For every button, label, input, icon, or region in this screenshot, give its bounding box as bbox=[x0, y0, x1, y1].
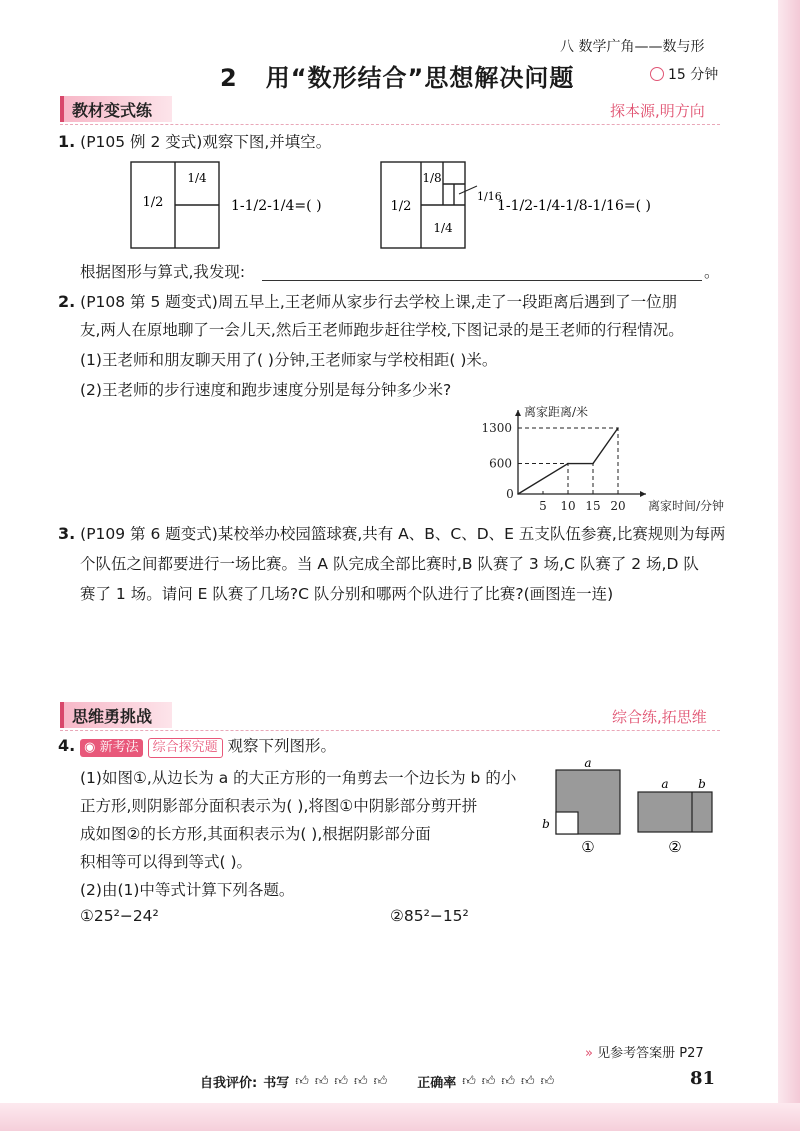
double-chevron-icon: » bbox=[585, 1046, 593, 1061]
y-tick-label: 600 bbox=[489, 456, 512, 471]
q4-p2: (2)由(1)中等式计算下列各题。 bbox=[80, 881, 295, 899]
q3-number: 3. bbox=[58, 524, 76, 543]
q1-expr1: 1-1/2-1/4=( ) bbox=[231, 198, 322, 214]
y-axis-arrow bbox=[515, 410, 521, 416]
y-tick-label: 1300 bbox=[481, 421, 512, 435]
fig2-label-sixteenth: 1/16 bbox=[477, 190, 502, 203]
q4-p1-line4: 积相等可以得到等式( )。 bbox=[80, 853, 253, 871]
q1-expr2: 1-1/2-1/4-1/8-1/16=( ) bbox=[497, 198, 651, 214]
time-indicator bbox=[650, 64, 718, 84]
divider bbox=[60, 730, 720, 731]
answer-reference bbox=[585, 1042, 704, 1061]
q2-sub1: (1)王老师和朋友聊天用了( )分钟,王老师家与学校相距( )米。 bbox=[80, 351, 498, 369]
x-tick-label: 0 bbox=[506, 487, 514, 501]
data-point bbox=[617, 427, 619, 429]
q3-line2: 个队伍之间都要进行一场比赛。当 A 队完成全部比赛时,B 队赛了 3 场,C 队赛了 2 场,D 队 bbox=[80, 555, 699, 573]
q4-calc2: ②85²−15² bbox=[390, 907, 469, 925]
new-method-label: 新考法 bbox=[99, 740, 139, 755]
thumbs-up-icon[interactable]: 👍︎ bbox=[481, 1074, 496, 1089]
x-axis-arrow bbox=[640, 491, 646, 497]
q4-figures bbox=[540, 758, 720, 858]
q1-answer-line[interactable] bbox=[262, 280, 702, 281]
x-tick-label: 10 bbox=[560, 499, 576, 513]
q2-distance-chart bbox=[470, 402, 750, 520]
fig1-side-a: a bbox=[584, 758, 592, 770]
fig2-side-a: a bbox=[661, 777, 669, 791]
data-point bbox=[592, 463, 594, 465]
thumbs-up-icon[interactable]: 👍︎ bbox=[520, 1074, 535, 1089]
section2-title: 思维勇挑战 bbox=[60, 702, 172, 728]
x-tick-label: 20 bbox=[610, 499, 626, 513]
q1-number: 1. bbox=[58, 132, 76, 151]
self-evaluation bbox=[200, 1072, 554, 1091]
fig2-label-quarter: 1/4 bbox=[433, 221, 453, 235]
thumbs-up-icon[interactable]: 👍︎ bbox=[540, 1074, 555, 1089]
clock-icon bbox=[650, 67, 664, 81]
q1-figures bbox=[125, 158, 725, 250]
q3-line1 bbox=[58, 524, 725, 544]
q2-line2: 友,两人在原地聊了一会儿天,然后王老师跑步赶往学校,下图记录的是王老师的行程情况。 bbox=[80, 321, 684, 339]
fig1-label-half: 1/2 bbox=[142, 195, 164, 210]
lesson-title-text: 用“数形结合”思想解决问题 bbox=[265, 64, 575, 92]
data-point bbox=[517, 493, 519, 495]
topic-tag: 综合探究题 bbox=[148, 738, 223, 758]
divider bbox=[60, 124, 720, 125]
thumbs-up-icon[interactable]: 👍︎ bbox=[354, 1074, 368, 1089]
lesson-title bbox=[220, 58, 574, 93]
accuracy-label: 正确率 bbox=[417, 1076, 457, 1091]
section2-subtitle: 综合练,拓思维 bbox=[612, 708, 707, 726]
thumbs-up-icon[interactable]: 👍︎ bbox=[295, 1074, 309, 1089]
time-label: 15 分钟 bbox=[668, 67, 719, 83]
fig2-label: ② bbox=[668, 838, 682, 856]
q4-p1-line3: 成如图②的长方形,其面积表示为( ),根据阴影部分面 bbox=[80, 825, 431, 843]
lesson-number: 2 bbox=[220, 64, 238, 92]
q3-line3: 赛了 1 场。请问 E 队赛了几场?C 队分别和哪两个队进行了比赛?(画图连一连) bbox=[80, 585, 614, 603]
chapter-title: 八 数学广角——数与形 bbox=[560, 39, 705, 55]
writing-label: 书写 bbox=[263, 1076, 290, 1091]
thumbs-up-icon[interactable]: 👍︎ bbox=[373, 1074, 388, 1089]
fig2-label-half: 1/2 bbox=[390, 199, 412, 214]
new-method-tag bbox=[80, 739, 143, 757]
q4-number: 4. bbox=[58, 736, 76, 755]
self-eval-label: 自我评价: bbox=[200, 1076, 258, 1091]
q4-intro: 观察下列图形。 bbox=[227, 737, 337, 755]
thumbs-up-icon[interactable]: 👍︎ bbox=[334, 1074, 348, 1089]
q2-number: 2. bbox=[58, 292, 76, 311]
q1-find-end: 。 bbox=[704, 263, 720, 281]
q1-text: (P105 例 2 变式)观察下图,并填空。 bbox=[80, 133, 332, 151]
section1-subtitle: 探本源,明方向 bbox=[610, 102, 705, 120]
x-tick-label: 5 bbox=[539, 499, 547, 513]
y-axis-label: 离家距离/米 bbox=[524, 405, 589, 419]
page-edge-decoration bbox=[778, 0, 800, 1131]
data-point bbox=[567, 463, 569, 465]
q1-line bbox=[58, 132, 331, 152]
x-tick-label: 15 bbox=[585, 499, 601, 513]
thumbs-up-icon[interactable]: 👍︎ bbox=[462, 1074, 476, 1089]
q1-find-label: 根据图形与算式,我发现: bbox=[80, 263, 246, 281]
fig1-label-quarter: 1/4 bbox=[187, 171, 207, 185]
q2-sub2: (2)王老师的步行速度和跑步速度分别是每分钟多少米? bbox=[80, 381, 452, 399]
q3-text-line1: (P109 第 6 题变式)某校举办校园篮球赛,共有 A、B、C、D、E 五支队伍参赛,比赛规则为每两 bbox=[80, 525, 726, 543]
q4-p1-line2: 正方形,则阴影部分面积表示为( ),将图①中阴影部分剪开拼 bbox=[80, 797, 478, 815]
fig1-side-b: b bbox=[542, 817, 550, 831]
q4-line bbox=[58, 736, 336, 758]
q2-line1 bbox=[58, 292, 677, 312]
page-number: 81 bbox=[690, 1068, 716, 1089]
page-bottom-decoration bbox=[0, 1103, 800, 1131]
bulb-icon: ◉ bbox=[84, 740, 96, 755]
x-axis-label: 离家时间/分钟 bbox=[648, 499, 725, 513]
section1-title: 教材变式练 bbox=[60, 96, 172, 122]
q4-p1-line1: (1)如图①,从边长为 a 的大正方形的一角剪去一个边长为 b 的小 bbox=[80, 769, 517, 787]
fig2-side-b: b bbox=[698, 777, 706, 791]
thumbs-up-icon[interactable]: 👍︎ bbox=[314, 1074, 329, 1089]
answer-reference-text: 见参考答案册 P27 bbox=[597, 1046, 704, 1061]
fig1-label: ① bbox=[581, 838, 595, 856]
thumbs-up-icon[interactable]: 👍︎ bbox=[501, 1074, 515, 1089]
q2-text-line1: (P108 第 5 题变式)周五早上,王老师从家步行去学校上课,走了一段距离后遇到了一位朋 bbox=[80, 293, 678, 311]
fig2-label-eighth: 1/8 bbox=[422, 171, 442, 185]
q4-calc1: ①25²−24² bbox=[80, 907, 159, 925]
